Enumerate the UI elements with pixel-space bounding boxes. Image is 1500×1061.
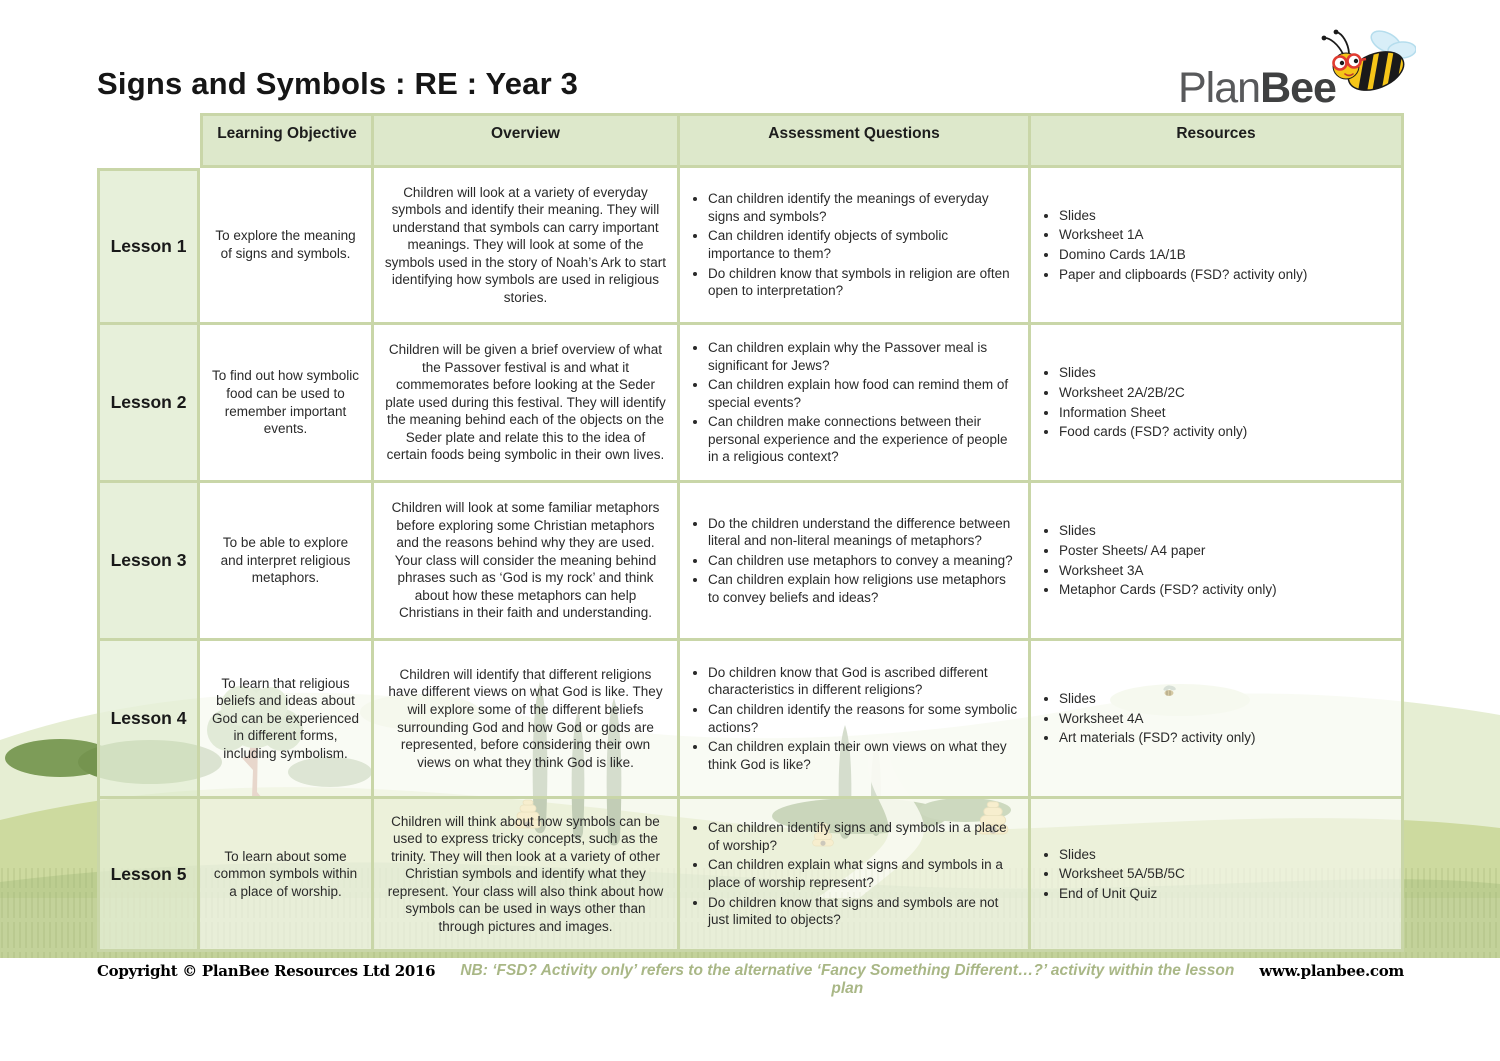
lesson-1-overview: Children will look at a variety of everyday symbols and identify their meaning. They will understand that symbols can carry important meanings. They will look at some of the symbols used in the story of Noah’s Ark to start identifying how symbols are used in religious stories. <box>374 168 680 325</box>
copyright-text: Copyright © PlanBee Resources Ltd 2016 <box>97 962 436 980</box>
assessment-question: • Can children explain how religions use metaphors to convey beliefs and ideas? <box>708 571 1018 606</box>
table-corner-spacer <box>97 113 200 168</box>
resource-item: • Worksheet 2A/2B/2C <box>1059 384 1391 402</box>
page-title: Signs and Symbols : RE : Year 3 <box>97 66 579 101</box>
website-link[interactable]: www.planbee.com <box>1259 962 1404 980</box>
planbee-wordmark <box>1178 64 1336 112</box>
resource-item: • Slides <box>1059 207 1391 225</box>
assessment-question: • Do children know that symbols in religion are often open to interpretation? <box>708 265 1018 300</box>
lesson-5-label: Lesson 5 <box>97 799 200 952</box>
resource-item: • Slides <box>1059 846 1391 864</box>
lesson-1-label: Lesson 1 <box>97 168 200 325</box>
resource-item: • End of Unit Quiz <box>1059 885 1391 903</box>
tiny-bee-icon <box>1161 684 1177 698</box>
resource-item: • Domino Cards 1A/1B <box>1059 246 1391 264</box>
assessment-question: • Can children identify the meanings of everyday signs and symbols? <box>708 190 1018 225</box>
resource-item: • Metaphor Cards (FSD? activity only) <box>1059 581 1391 599</box>
lesson-2-label: Lesson 2 <box>97 325 200 483</box>
assessment-question: • Can children identify signs and symbols in a place of worship? <box>708 819 1018 854</box>
header-overview: Overview <box>374 113 680 168</box>
assessment-question: • Can children explain why the Passover meal is significant for Jews? <box>708 339 1018 374</box>
lesson-1-resources <box>1031 168 1404 325</box>
resource-item: • Slides <box>1059 690 1391 708</box>
lesson-1-assessment <box>680 168 1031 325</box>
lesson-1-objective: To explore the meaning of signs and symbols. <box>200 168 374 325</box>
resource-item: • Worksheet 5A/5B/5C <box>1059 865 1391 883</box>
lesson-4-objective: To learn that religious beliefs and ideas about God can be experienced in different forms, including symbolism. <box>200 641 374 799</box>
header-resources: Resources <box>1031 113 1404 168</box>
lesson-5-resources <box>1031 799 1404 952</box>
wordmark-bee: Bee <box>1260 64 1336 112</box>
resource-item: • Information Sheet <box>1059 404 1391 422</box>
resource-item: • Worksheet 4A <box>1059 710 1391 728</box>
assessment-question: • Can children use metaphors to convey a meaning? <box>708 552 1018 570</box>
resource-item: • Food cards (FSD? activity only) <box>1059 423 1391 441</box>
resource-item: • Slides <box>1059 364 1391 382</box>
lesson-4-overview: Children will identify that different religions have different views on what God is like. They will explore some of the different beliefs surrounding God and how God or gods are represented, before considering their own views on what they think God is like. <box>374 641 680 799</box>
assessment-question: • Can children explain their own views on what they think God is like? <box>708 738 1018 773</box>
lesson-3-resources <box>1031 483 1404 641</box>
resource-item: • Poster Sheets/ A4 paper <box>1059 542 1391 560</box>
resource-item: • Worksheet 1A <box>1059 226 1391 244</box>
lesson-3-assessment <box>680 483 1031 641</box>
assessment-question: • Can children explain how food can remind them of special events? <box>708 376 1018 411</box>
assessment-question: • Do the children understand the difference between literal and non-literal meanings of metaphors? <box>708 515 1018 550</box>
resource-item: • Slides <box>1059 522 1391 540</box>
lesson-overview-table <box>97 113 1404 952</box>
lesson-5-assessment <box>680 799 1031 952</box>
lesson-3-overview: Children will look at some familiar metaphors before exploring some Christian metaphors and the reasons behind why they are used. Your class will consider the meaning behind phrases such as ‘God is my rock’ and think about how these metaphors can help Christians in their faith and understanding. <box>374 483 680 641</box>
assessment-question: • Can children identify objects of symbolic importance to them? <box>708 227 1018 262</box>
lesson-2-overview: Children will be given a brief overview of what the Passover festival is and what it commemorates before looking at the Seder plate used during this festival. They will identify the meaning behind each of the objects on the Seder plate and relate this to the idea of certain foods being symbolic in their own lives. <box>374 325 680 483</box>
fsd-note-text: NB: ‘FSD? Activity only’ refers to the alternative ‘Fancy Something Different…?’ activity within the lesson plan <box>460 962 1235 997</box>
assessment-question: • Can children identify the reasons for some symbolic actions? <box>708 701 1018 736</box>
lesson-2-objective: To find out how symbolic food can be used to remember important events. <box>200 325 374 483</box>
assessment-question: • Do children know that God is ascribed different characteristics in different religions? <box>708 664 1018 699</box>
lesson-3-label: Lesson 3 <box>97 483 200 641</box>
resource-item: • Art materials (FSD? activity only) <box>1059 729 1391 747</box>
assessment-question: • Can children make connections between their personal experience and the experience of people in a religious context? <box>708 413 1018 466</box>
lesson-4-resources <box>1031 641 1404 799</box>
lesson-5-overview: Children will think about how symbols can be used to express tricky concepts, such as the trinity. They will then look at a variety of other Christian symbols and identify what they represent. Your class will also think about how symbols can be used in ways other than through pictures and images. <box>374 799 680 952</box>
lesson-5-objective: To learn about some common symbols within a place of worship. <box>200 799 374 952</box>
header-assessment-questions: Assessment Questions <box>680 113 1031 168</box>
assessment-question: • Do children know that signs and symbols are not just limited to objects? <box>708 894 1018 929</box>
planbee-logo <box>1178 28 1410 110</box>
resource-item: • Worksheet 3A <box>1059 562 1391 580</box>
lesson-2-assessment <box>680 325 1031 483</box>
header-learning-objective: Learning Objective <box>200 113 374 168</box>
resource-item: • Paper and clipboards (FSD? activity only) <box>1059 266 1391 284</box>
assessment-question: • Can children explain what signs and symbols in a place of worship represent? <box>708 856 1018 891</box>
lesson-4-label: Lesson 4 <box>97 641 200 799</box>
lesson-2-resources <box>1031 325 1404 483</box>
lesson-3-objective: To be able to explore and interpret religious metaphors. <box>200 483 374 641</box>
wordmark-plan: Plan <box>1178 64 1261 112</box>
footer <box>97 962 1404 998</box>
lesson-4-assessment <box>680 641 1031 799</box>
